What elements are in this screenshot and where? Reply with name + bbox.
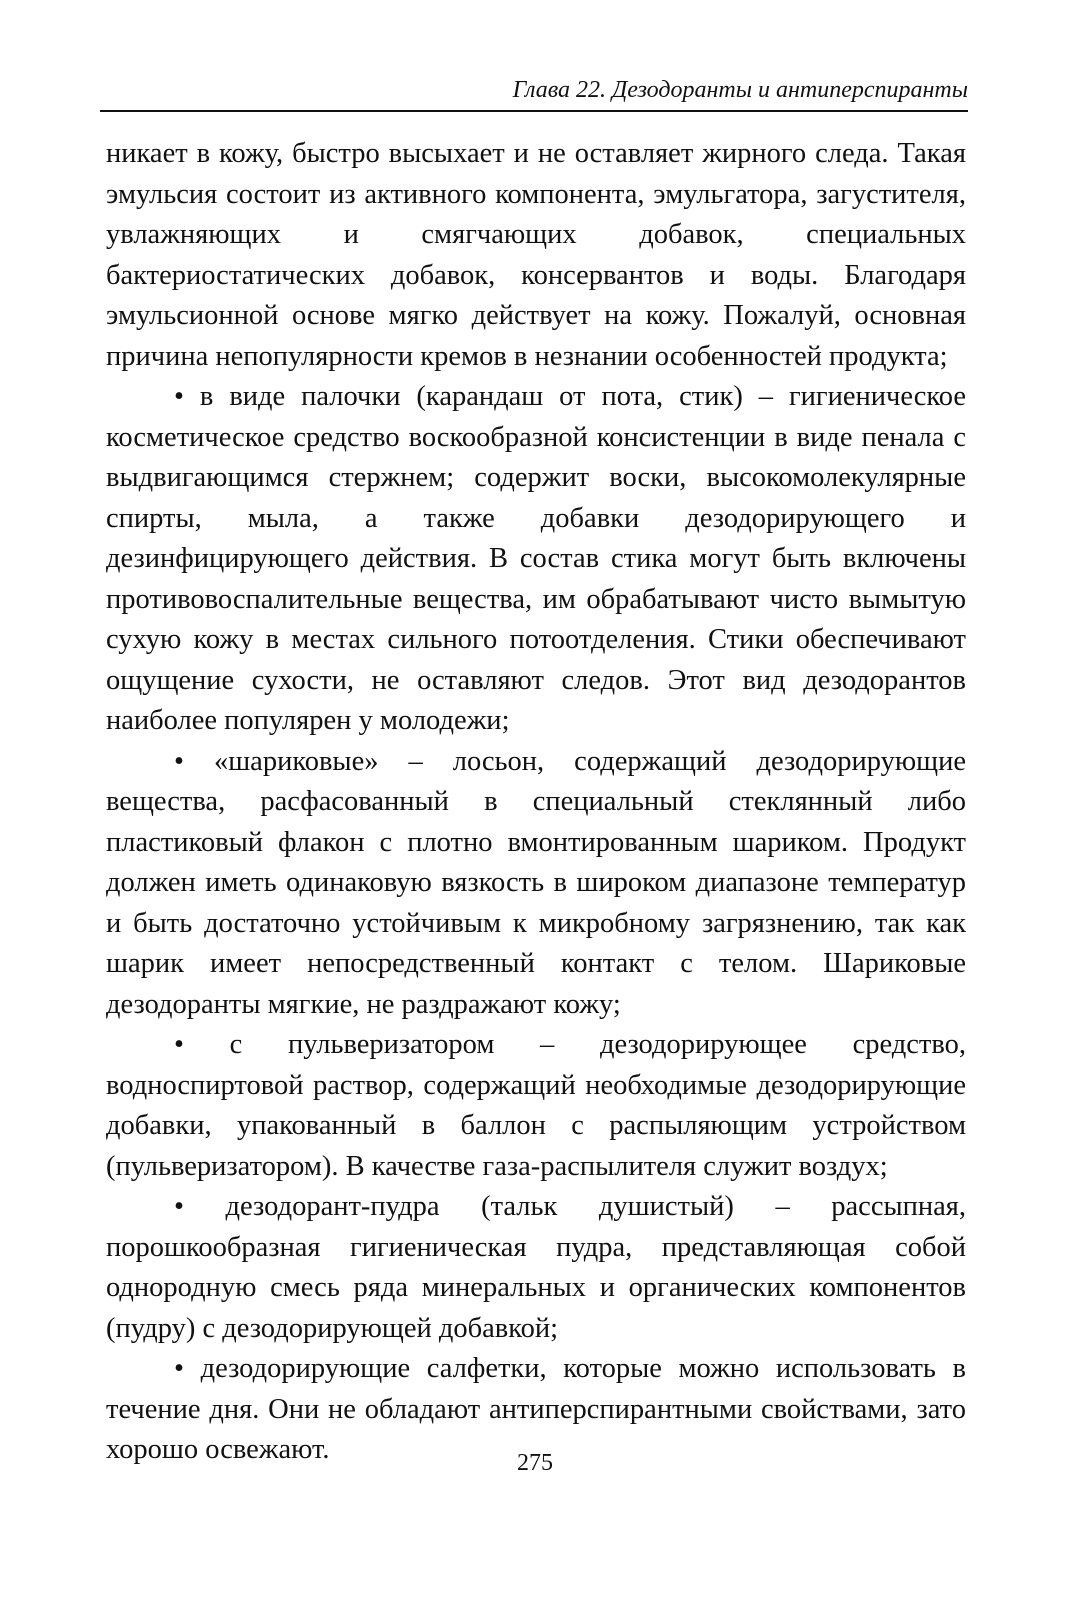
paragraph-wipes: • дезодорирующие салфетки, которые можно использовать в течение дня. Они не обладают антиперспирантными свойствами, зато хорошо освежают.: [106, 1353, 966, 1465]
paragraph-powder: • дезодорант-пудра (тальк душистый) – рассыпная, порошкообразная гигиеническая пудра, представляющая собой однородную смесь ряда минеральных и органических компонентов (пудру) с дезодорирующей добавкой;: [106, 1191, 966, 1344]
running-header: Глава 22. Дезодоранты и антиперспиранты: [512, 77, 968, 103]
paragraph-spray: • с пульверизатором – дезодорирующее средство, водноспиртовой раствор, содержащий необходимые дезодорирующие добавки, упакованный в баллон с распыляющим устройством (пульверизатором). В качестве газа-распылителя служит воздух;: [106, 1029, 966, 1182]
page-number: 275: [517, 1450, 553, 1476]
header-rule: [100, 110, 968, 112]
paragraph-cream-continuation: никает в кожу, быстро высыхает и не оставляет жирного следа. Такая эмульсия состоит из активного компонента, эмульгатора, загустителя, увлажняющих и смягчающих добавок, специальных бактериостатических добавок, консервантов и воды. Благодаря эмульсионной основе мягко действует на кожу. Пожалуй, основная причина непопулярности кремов в незнании особенностей продукта;: [106, 138, 966, 372]
paragraph-roll-on: • «шариковые» – лосьон, содержащий дезодорирующие вещества, расфасованный в специальный стеклянный либо пластиковый флакон с плотно вмонтированным шариком. Продукт должен иметь одинаковую вязкость в широком диапазоне температур и быть достаточно устойчивым к микробному загрязнению, так как шарик имеет непосредственный контакт с телом. Шариковые дезодоранты мягкие, не раздражают кожу;: [106, 745, 966, 1020]
body-text: [106, 134, 966, 1471]
paragraph-stick: • в виде палочки (карандаш от пота, стик) – гигиеническое косметическое средство воскообразной консистенции в виде пенала с выдвигающимся стержнем; содержит воски, высокомолекулярные спирты, мыла, а также добавки дезодорирующего и дезинфицирующего действия. В состав стика могут быть включены противовоспалительные вещества, им обрабатывают чисто вымытую сухую кожу в местах сильного потоотделения. Стики обеспечивают ощущение сухости, не оставляют следов. Этот вид дезодорантов наиболее популярен у молодежи;: [106, 381, 966, 736]
